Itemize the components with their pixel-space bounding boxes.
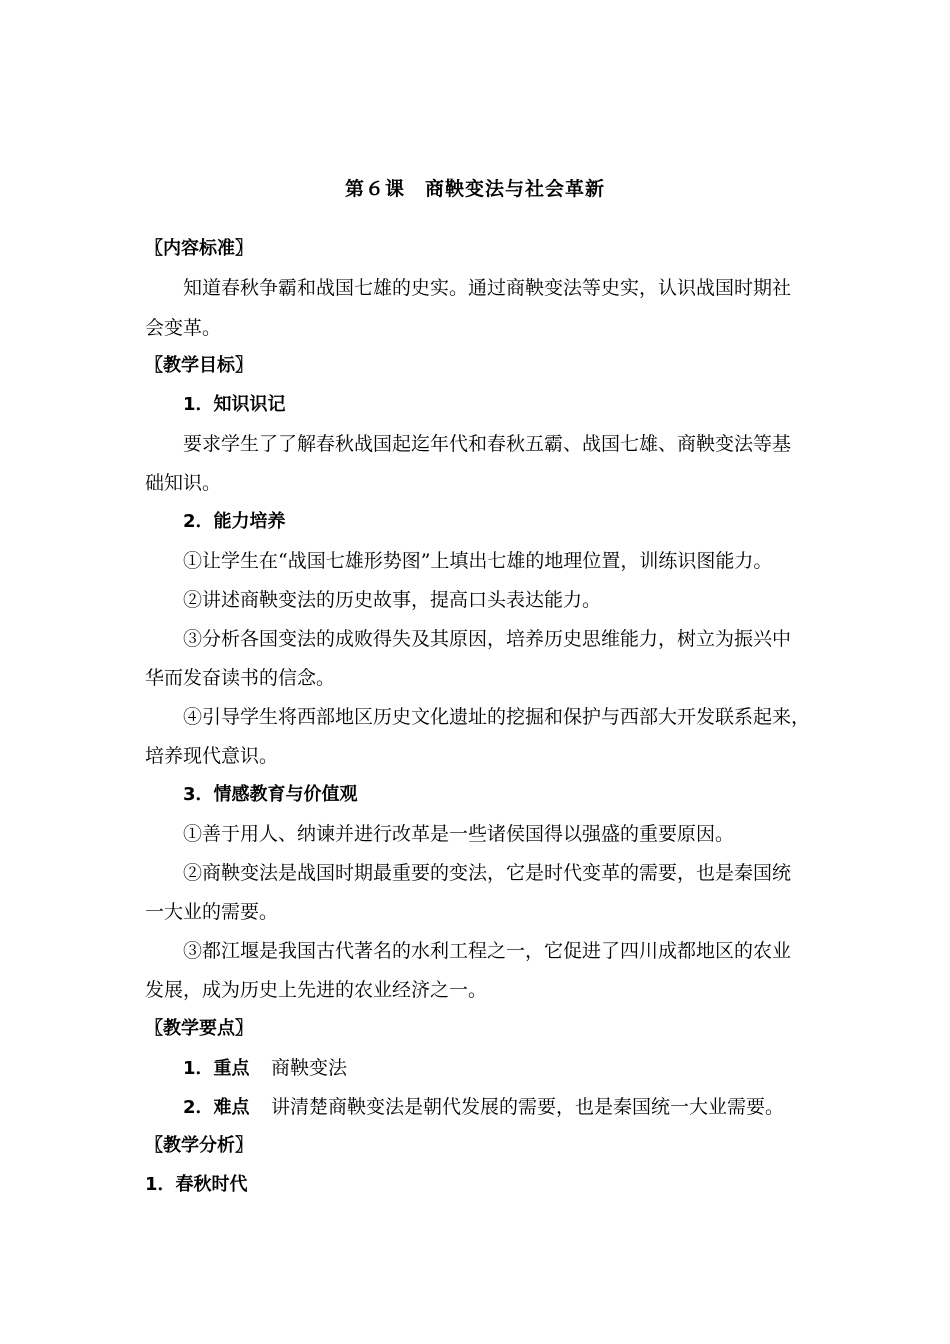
paragraph-line: ③都江堰是我国古代著名的水利工程之一，它促进了四川成都地区的农业 [183, 940, 792, 962]
page-title [0, 174, 950, 201]
difficulty-row [183, 1095, 784, 1120]
paragraph-line: ①让学生在“战国七雄形势图”上填出七雄的地理位置，训练识图能力。 [183, 550, 773, 572]
difficulty-label: 2．难点 [183, 1097, 250, 1118]
paragraph-line: 会变革。 [145, 317, 222, 339]
knowledge-heading: 1．知识识记 [183, 394, 286, 415]
paragraph-line: ②讲述商鞅变法的历史故事，提高口头表达能力。 [183, 589, 602, 611]
analysis-item-heading: 1．春秋时代 [145, 1174, 248, 1195]
paragraph-line: ④引导学生将西部地区历史文化遗址的挖掘和保护与西部大开发联系起来， [183, 706, 811, 728]
paragraph-line: 发展，成为历史上先进的农业经济之一。 [145, 979, 488, 1001]
lesson-number: 第６课 [344, 178, 405, 200]
paragraph-line: ②商鞅变法是战国时期最重要的变法，它是时代变革的需要，也是秦国统 [183, 862, 792, 884]
analysis-heading: 〖教学分析〗 [145, 1135, 253, 1156]
paragraph-line: 知道春秋争霸和战国七雄的史实。通过商鞅变法等史实，认识战国时期社 [183, 277, 792, 299]
focus-value: 商鞅变法 [271, 1057, 348, 1079]
focus-row [183, 1056, 347, 1081]
paragraph-line: 培养现代意识。 [145, 745, 279, 767]
paragraph-line: 础知识。 [145, 472, 222, 494]
paragraph-line: 华而发奋读书的信念。 [145, 667, 336, 689]
emotion-heading: 3．情感教育与价值观 [183, 784, 358, 805]
paragraph-line: 要求学生了了解春秋战国起迄年代和春秋五霸、战国七雄、商鞅变法等基 [183, 433, 792, 455]
paragraph-line: ③分析各国变法的成败得失及其原因，培养历史思维能力，树立为振兴中 [183, 628, 792, 650]
difficulty-value: 讲清楚商鞅变法是朝代发展的需要，也是秦国统一大业需要。 [271, 1096, 785, 1118]
key-points-heading: 〖教学要点〗 [145, 1018, 253, 1039]
focus-label: 1．重点 [183, 1058, 250, 1079]
paragraph-line: 一大业的需要。 [145, 901, 279, 923]
lesson-name: 商鞅变法与社会革新 [425, 178, 606, 200]
ability-heading: 2．能力培养 [183, 511, 286, 532]
paragraph-line: ①善于用人、纳谏并进行改革是一些诸侯国得以强盛的重要原因。 [183, 823, 735, 845]
teaching-goals-heading: 〖教学目标〗 [145, 355, 253, 376]
content-standard-heading: 〖内容标准〗 [145, 238, 253, 259]
